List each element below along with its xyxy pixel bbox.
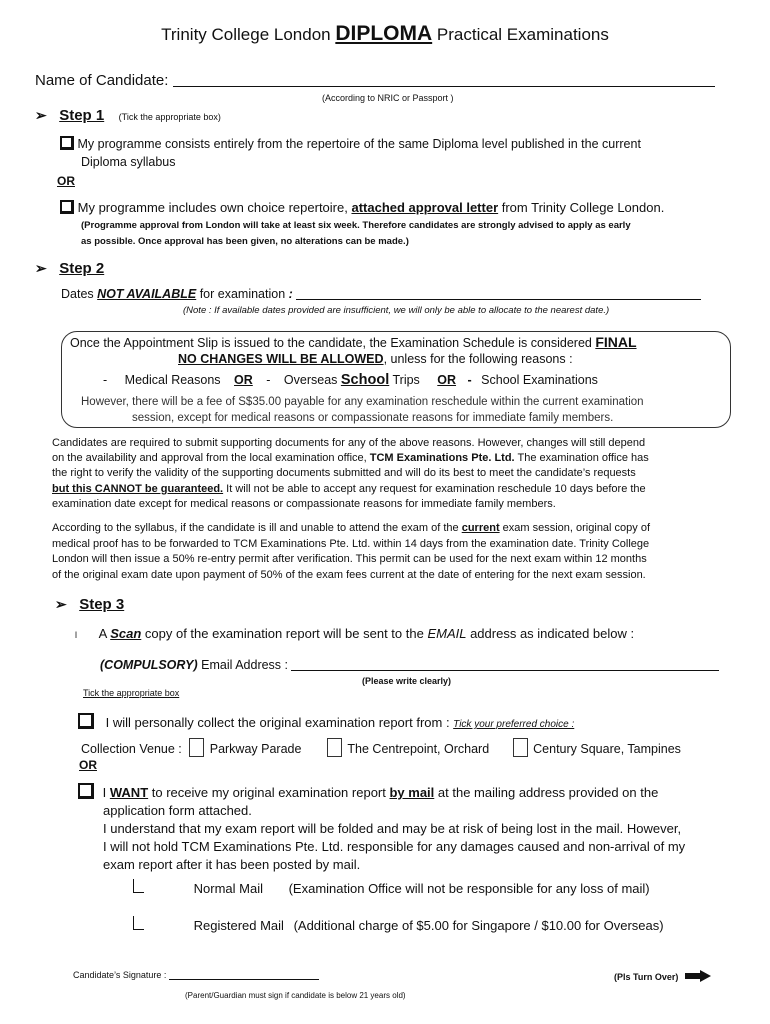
normal-mail-option: Normal Mail (Examination Office will not be responsible for any loss of mail) (133, 879, 650, 896)
candidate-name-note: (According to NRIC or Passport ) (322, 93, 454, 103)
collection-venue-row: Collection Venue : Parkway Parade The Centrepoint, Orchard Century Square, Tampines (81, 738, 681, 757)
checkbox-icon[interactable] (60, 136, 74, 150)
supporting-docs-line4: but this CANNOT be guaranteed. It will not be able to accept any request for examination reschedule 10 days before the (52, 483, 646, 495)
notice-line2: NO CHANGES WILL BE ALLOWED, unless for the following reasons : (178, 352, 573, 366)
or-label: OR (57, 174, 75, 188)
email-row: (COMPULSORY) Email Address : (100, 658, 719, 672)
syllabus-paragraph: According to the syllabus, if the candidate is ill and unable to attend the exam of the current exam session, original copy of (52, 522, 651, 534)
arrow-bullet-icon: ➢ (35, 260, 47, 276)
mail-option: I WANT to receive my original examination report by mail at the mailing address provided on the (78, 783, 658, 800)
candidate-name-label: Name of Candidate: (35, 72, 173, 89)
step1-option2-note-cont: as possible. Once approval has been given, no alterations can be made.) (81, 236, 409, 247)
dates-not-available-row: Dates NOT AVAILABLE for examination : (61, 287, 701, 301)
step3-heading: ➢ Step 3 (55, 596, 125, 613)
candidate-name-field[interactable] (173, 86, 715, 87)
mail-option-line2: application form attached. (103, 803, 252, 818)
or-label: OR (79, 758, 97, 772)
notice-line1: Once the Appointment Slip is issued to the candidate, the Examination Schedule is considered FINAL (70, 334, 637, 350)
step1-option2: My programme includes own choice repertoire, attached approval letter from Trinity College London. (60, 200, 664, 215)
dates-field[interactable] (296, 299, 701, 300)
email-note: (Please write clearly) (362, 676, 452, 686)
syllabus-line4: of the original exam date upon payment of 50% of the exam fees current at the date of entering for the next exam session. (52, 569, 646, 581)
step1-option1-cont: Diploma syllabus (81, 155, 176, 169)
supporting-docs-paragraph: Candidates are required to submit supporting documents for any of the above reasons. However, changes will still depend (52, 437, 646, 449)
step1-heading: ➢ Step 1 (Tick the appropriate box) (35, 107, 221, 124)
arrow-bullet-icon: ➢ (55, 596, 67, 612)
tick-box-icon[interactable] (133, 916, 144, 930)
registered-mail-option: Registered Mail (Additional charge of $5.00 for Singapore / $10.00 for Overseas) (133, 916, 664, 933)
step1-option2-note: (Programme approval from London will take at least six week. Therefore candidates are strongly advised to apply as early (81, 220, 631, 231)
turn-over: (Pls Turn Over) (614, 970, 711, 982)
checkbox-icon[interactable] (60, 200, 74, 214)
mail-option-line5: exam report after it has been posted by mail. (103, 857, 361, 872)
page-title: Trinity College London DIPLOMA Practical Examinations (161, 22, 609, 45)
dates-note: (Note : If available dates provided are insufficient, we will only be able to allocate to the nearest date.) (183, 305, 610, 316)
mail-option-line4: I will not hold TCM Examinations Pte. Ltd. responsible for any damages caused and non-arrival of my (103, 839, 686, 854)
checkbox-icon[interactable] (78, 783, 94, 799)
arrow-right-icon (685, 970, 711, 982)
mail-option-line3: I understand that my exam report will be folded and may be at risk of being lost in the mail. However, (103, 821, 682, 836)
tick-hint: Tick the appropriate box (83, 688, 180, 698)
syllabus-line2: medical proof has to be forwarded to TCM Examinations Pte. Ltd. within 14 days from the examination date. Trinity College (52, 538, 650, 550)
venue-checkbox-parkway[interactable] (189, 738, 204, 757)
supporting-docs-line5: examination date except for medical reasons or compassionate reasons for immediate family members. (52, 498, 556, 510)
step1-option1: My programme consists entirely from the repertoire of the same Diploma level published in the current (60, 136, 641, 151)
venue-checkbox-centrepoint[interactable] (327, 738, 342, 757)
signature-row: Candidate’s Signature : (73, 970, 319, 980)
notice-fee: However, there will be a fee of S$35.00 payable for any examination reschedule within the current examination (81, 396, 644, 408)
email-field[interactable] (291, 670, 719, 671)
supporting-docs-line3: the right to verify the validity of the supporting documents submitted and will do its best to meet the candidate’s requests (52, 467, 636, 479)
syllabus-line3: London will then issue a 50% re-entry permit after verification. This permit can be used for the next exam within 12 months (52, 553, 647, 565)
notice-reasons: - Medical Reasons OR - Overseas School Trips OR - School Examinations (103, 372, 598, 388)
checkbox-icon[interactable] (78, 713, 94, 729)
step2-heading: ➢ Step 2 (35, 260, 105, 277)
notice-fee-cont: session, except for medical reasons or compassionate reasons for immediate family members. (132, 412, 614, 424)
tick-box-icon[interactable] (133, 879, 144, 893)
venue-checkbox-century[interactable] (513, 738, 528, 757)
scan-copy-line: l A Scan copy of the examination report will be sent to the EMAIL address as indicated below : (75, 626, 635, 641)
candidate-name-row (35, 72, 715, 89)
supporting-docs-line2: on the availability and approval from the local examination office, TCM Examinations Pte. Ltd. The examination office has (52, 452, 649, 464)
arrow-bullet-icon: ➢ (35, 107, 47, 123)
guardian-note: (Parent/Guardian must sign if candidate is below 21 years old) (185, 991, 406, 1000)
collect-option: I will personally collect the original examination report from : Tick your preferred choice : (78, 713, 574, 730)
signature-field[interactable] (169, 979, 319, 980)
